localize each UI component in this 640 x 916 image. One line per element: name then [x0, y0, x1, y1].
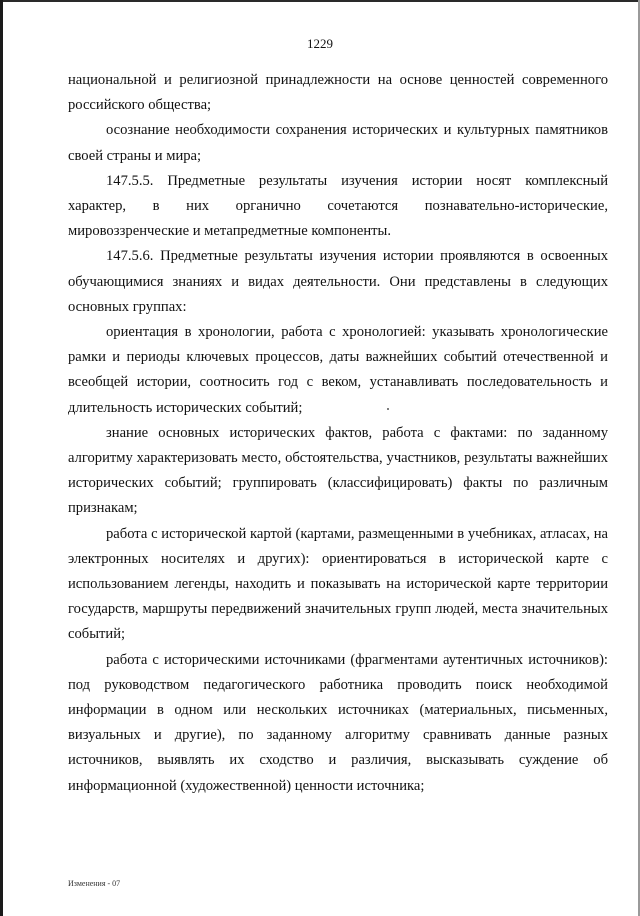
- paragraph: 147.5.6. Предметные результаты изучения истории проявляются в освоенных обучающимися знаниях и видах деятельности. Они представлены в следующих основных группах:: [68, 248, 608, 315]
- paragraph: работа с исторической картой (картами, размещенными в учебниках, атласах, на электронных носителях и других): ориентироваться в исторической карте с использованием легенды, находить и показывать на исторической карте территории государств, маршруты передвижений значительных групп людей, места значительных событий;: [68, 525, 608, 643]
- paragraph: осознание необходимости сохранения исторических и культурных памятников своей страны и мира;: [68, 122, 608, 164]
- paragraph: знание основных исторических фактов, работа с фактами: по заданному алгоритму характеризовать место, обстоятельства, участников, результаты важнейших исторических событий; группировать (классифицировать) факты по различным признакам;: [68, 424, 608, 517]
- paragraph: 147.5.5. Предметные результаты изучения истории носят комплексный характер, в них органично сочетаются познавательно-исторические, мировоззренческие и метапредметные компоненты.: [68, 172, 608, 240]
- paragraph-continuation: национальной и религиозной принадлежности на основе ценностей современного российского общества;: [68, 72, 608, 114]
- paragraph: работа с историческими источниками (фрагментами аутентичных источников): под руководством педагогического работника проводить поиск необходимой информации в одном или нескольких источниках (материальных, письменных, визуальных и другие), по заданному алгоритму сравнивать данные разных источников, выявлять их сходство и различия, высказывать суждение об информационной (художественной) ценности источника;: [68, 651, 608, 794]
- page-number: 1229: [307, 36, 333, 51]
- scan-speck: [387, 408, 389, 410]
- scan-edge-top: [0, 0, 640, 2]
- scan-edge-left: [0, 0, 3, 916]
- paragraph: ориентация в хронологии, работа с хронологией: указывать хронологические рамки и периоды ключевых процессов, даты важнейших событий отечественной и всеобщей истории, соотносить год с веком, устанавливать последовательность и длительность исторических событий;: [68, 324, 608, 416]
- body-text: [68, 68, 608, 799]
- footer-note: Изменения - 07: [68, 879, 121, 888]
